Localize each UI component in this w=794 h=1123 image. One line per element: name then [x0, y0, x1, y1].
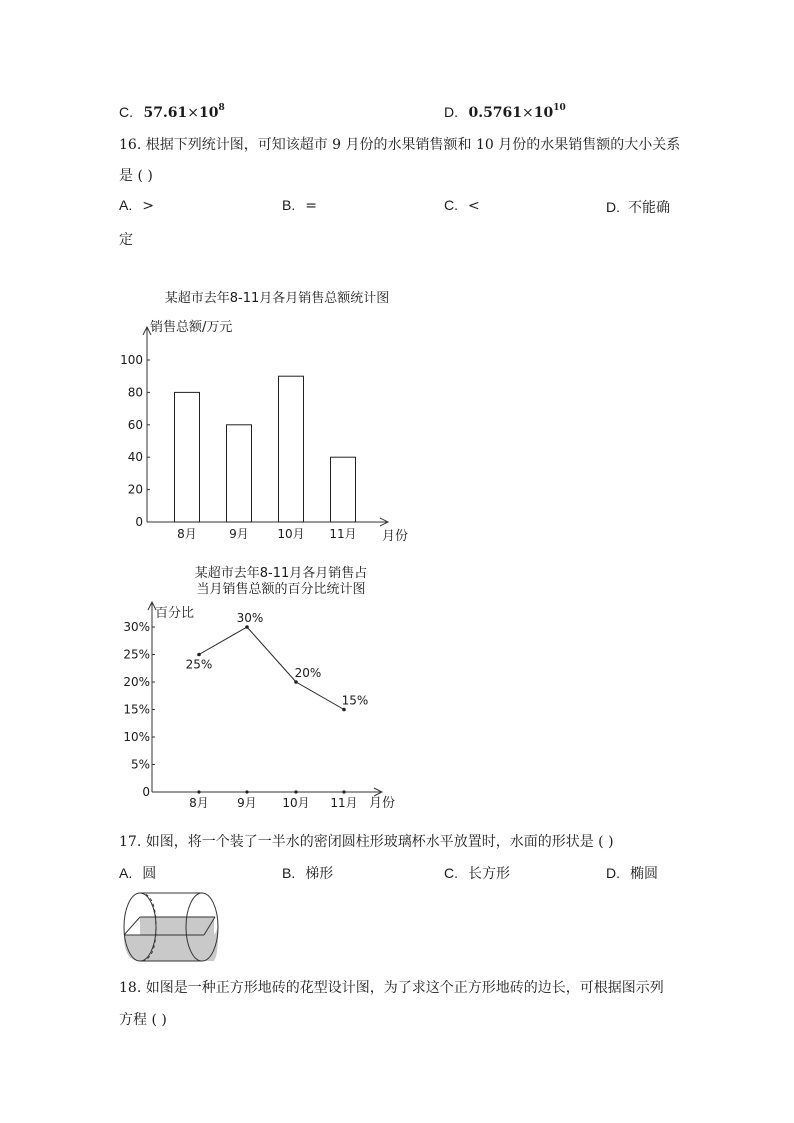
option-text: 圆: [142, 866, 157, 882]
bar-chart-xlabel: 月份: [382, 529, 409, 544]
base: 10: [533, 105, 554, 121]
q17-option-d: [606, 863, 658, 883]
exponent: 8: [218, 103, 225, 113]
option-text: 长方形: [468, 866, 510, 882]
bar-x-tick-label: 11月: [329, 527, 357, 541]
line-y-tick-label: 15%: [123, 702, 150, 717]
bar-y-tick-label: 0: [135, 515, 143, 529]
bar-y-tick-label: 20: [127, 482, 143, 497]
line-chart-ylabel: 百分比: [155, 606, 195, 621]
x-tick-dot: [197, 790, 200, 793]
cylinder-figure: [118, 888, 222, 966]
q18-stem-line1: 18. 如图是一种正方形地砖的花型设计图，为了求这个正方形地砖的边长，可根据图示列: [119, 980, 664, 996]
q16-stem-line2: 是 ( ): [119, 168, 153, 184]
mantissa: 0.5761: [468, 105, 523, 121]
option-label: A.: [119, 865, 133, 881]
exponent: 10: [553, 103, 566, 113]
option-text: <: [468, 198, 480, 214]
bar-y-tick-label: 60: [127, 417, 143, 432]
q17-option-c: [444, 863, 510, 883]
option-text: =: [305, 198, 317, 214]
data-point: [342, 708, 346, 712]
x-tick-dot: [245, 790, 248, 793]
bar-chart-ylabel: 销售总额/万元: [150, 320, 233, 335]
option-label: C.: [444, 197, 458, 213]
data-label: 30%: [236, 611, 264, 625]
line-y-tick-label: 5%: [130, 757, 150, 772]
option-label: B.: [282, 865, 296, 881]
line-x-tick-label: 9月: [237, 796, 257, 810]
data-label: 25%: [185, 657, 213, 672]
q17-stem: 17. 如图，将一个装了一半水的密闭圆柱形玻璃杯水平放置时，水面的形状是 ( ): [119, 834, 614, 850]
option-label: C.: [119, 104, 133, 120]
base: 10: [199, 105, 219, 121]
bar-x-tick-label: 9月: [229, 527, 249, 541]
times-sign: ×: [522, 105, 534, 121]
option-label: C.: [444, 865, 458, 881]
line-y-tick-label: 10%: [123, 730, 150, 744]
option-label: D.: [606, 865, 620, 881]
q16-stem-line1: 16. 根据下列统计图，可知该超市 9 月份的水果销售额和 10 月份的水果销售额的大小关系: [119, 137, 681, 153]
line-chart-title-line1: 某超市去年8-11月各月销售占: [194, 566, 368, 581]
option-label: A.: [119, 197, 133, 213]
bar-y-tick-label: 40: [127, 450, 143, 465]
line-chart-title-line2: 当月销售总额的百分比统计图: [196, 582, 366, 597]
bar-x-tick-label: 10月: [277, 527, 305, 541]
times-sign: ×: [187, 105, 200, 121]
option-text: 梯形: [305, 866, 334, 882]
series-line: [199, 627, 344, 710]
option-text: >: [142, 198, 154, 214]
line-y-tick-label: 20%: [123, 675, 150, 689]
line-x-tick-label: 10月: [282, 796, 310, 810]
option-label: B.: [282, 197, 296, 213]
line-y-tick-label: 25%: [123, 647, 150, 662]
x-tick-dot: [342, 790, 345, 793]
option-label: D.: [444, 104, 458, 120]
q17-option-a: [119, 863, 156, 883]
bar-x-tick-label: 8月: [177, 527, 197, 541]
line-chart-marks: [186, 611, 369, 810]
option-text: 不能确: [628, 200, 670, 216]
option-label: D.: [606, 199, 620, 215]
line-x-tick-label: 11月: [330, 796, 358, 810]
q16-option-d-wrap: 定: [119, 232, 133, 248]
bar-chart-title: 某超市去年8-11月各月销售总额统计图: [164, 291, 390, 306]
water-body: [140, 917, 214, 961]
x-tick-dot: [294, 790, 297, 793]
data-label: 20%: [294, 666, 322, 680]
option-text: 椭圆: [630, 866, 658, 882]
q17-option-b: [282, 863, 333, 883]
water-surface-left: [124, 917, 140, 935]
data-point: [197, 653, 201, 657]
q18-stem-line2: 方程 ( ): [119, 1012, 167, 1028]
line-chart-xlabel: 月份: [369, 796, 396, 811]
bar-y-tick-label: 100: [120, 353, 143, 367]
mantissa: 57.61: [143, 105, 188, 121]
data-point: [294, 680, 298, 684]
line-y-tick-label: 30%: [123, 620, 150, 634]
line-y-tick-label: 0: [142, 785, 150, 799]
bar-y-tick-label: 80: [127, 385, 143, 400]
line-x-tick-label: 8月: [189, 796, 209, 810]
data-point: [245, 625, 249, 629]
data-label: 15%: [341, 693, 369, 708]
